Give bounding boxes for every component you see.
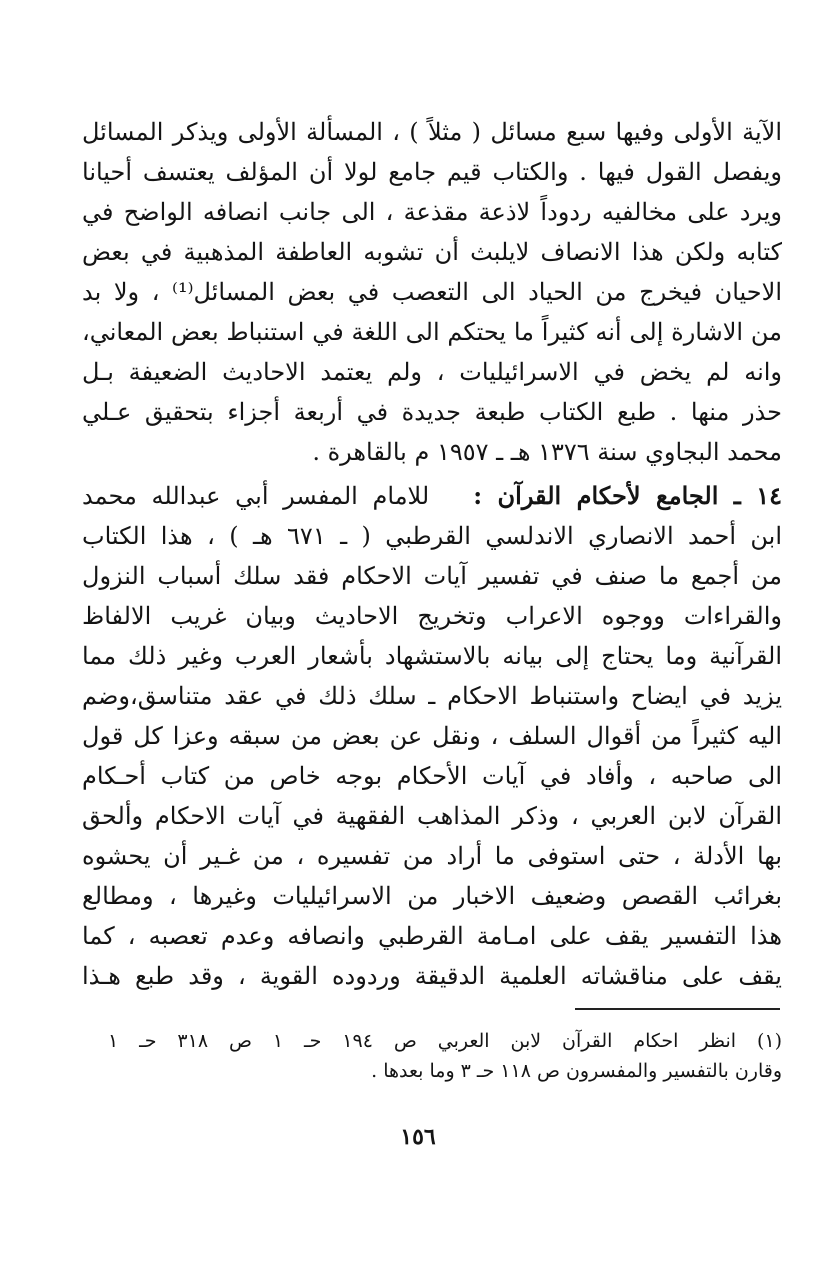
paragraph-line: الاحيان فيخرج من الحياد الى التعصب في بعض المسائل⁽¹⁾ ، ولا بد (82, 278, 782, 306)
section-heading: ١٤ ـ الجامع لأحكام القرآن : (473, 481, 782, 510)
paragraph-line: ابن أحمد الانصاري الاندلسي القرطبي ( ـ ٦٧١ هـ ) ، هذا الكتاب (82, 522, 782, 550)
paragraph-line: ويرد على مخالفيه ردوداً لاذعة مقذعة ، الى جانب انصافه الواضح في (82, 198, 782, 226)
paragraph-line: من أجمع ما صنف في تفسير آيات الاحكام فقد سلك أسباب النزول (82, 562, 782, 590)
paragraph-line: كتابه ولكن هذا الانصاف لايلبث أن تشوبه العاطفة المذهبية في بعض (82, 238, 782, 266)
paragraph-line: بها الأدلة ، حتى استوفى ما أراد من تفسيره ، من غـير أن يحشوه (82, 842, 782, 870)
paragraph-line: القرآنية وما يحتاج إلى بيانه بالاستشهاد بأشعار العرب وغير ذلك مما (82, 642, 782, 670)
paragraph-line: والقراءات ووجوه الاعراب وتخريج الاحاديث وبيان غريب الالفاظ (82, 602, 782, 630)
paragraph-line: الى صاحبه ، وأفاد في آيات الأحكام بوجه خاص من كتاب أحـكام (82, 762, 782, 790)
paragraph-line: يزيد في ايضاح واستنباط الاحكام ـ سلك ذلك في عقد متناسق،وضم (82, 682, 782, 710)
paragraph-line: حذر منها . طبع الكتاب طبعة جديدة في أربعة أجزاء بتحقيق عـلي (82, 398, 782, 426)
footnote-line: وقارن بالتفسير والمفسرون ص ١١٨ حـ ٣ وما بعدها . (371, 1060, 782, 1082)
footnote-divider (575, 1008, 780, 1010)
paragraph-line: ويفصل القول فيها . والكتاب قيم جامع لولا أن المؤلف يعتسف أحيانا (82, 158, 782, 186)
paragraph-line: من الاشارة إلى أنه كثيراً ما يحتكم الى اللغة في استنباط بعض المعاني، (82, 318, 782, 346)
footnotes (108, 1026, 782, 1086)
heading-line-text: للامام المفسر أبي عبدالله محمد (82, 482, 430, 510)
paragraph-first-line (82, 476, 782, 516)
paragraph-line: اليه كثيراً من أقوال السلف ، ونقل عن بعض من سبقه وعزا كل قول (82, 722, 782, 750)
page-number: ١٥٦ (400, 1124, 436, 1150)
paragraph-line: يقف على مناقشاته العلمية الدقيقة وردوده القوية ، وقد طبع هـذا (82, 962, 782, 990)
paragraph-line: بغرائب القصص وضعيف الاخبار من الاسرائيليات وغيرها ، ومطالع (82, 882, 782, 910)
paragraph-line: وانه لم يخض في الاسرائيليات ، ولم يعتمد الاحاديث الضعيفة بـل (82, 358, 782, 386)
paragraph-line: الآية الأولى وفيها سبع مسائل ( مثلاً ) ، المسألة الأولى ويذكر المسائل (82, 118, 782, 146)
footnote-line: (١) انظر احكام القرآن لابن العربي ص ١٩٤ حـ ١ ص ٣١٨ حـ ١ (108, 1030, 782, 1052)
body-paragraph-2 (82, 476, 782, 996)
paragraph-line: القرآن لابن العربي ، وذكر المذاهب الفقهية في آيات الاحكام وألحق (82, 802, 782, 830)
body-paragraph-1 (82, 112, 782, 472)
paragraph-line: هذا التفسير يقف على امـامة القرطبي وانصافه وعدم تعصبه ، كما (82, 922, 782, 950)
paragraph-line: محمد البجاوي سنة ١٣٧٦ هـ ـ ١٩٥٧ م بالقاهرة . (312, 438, 782, 466)
